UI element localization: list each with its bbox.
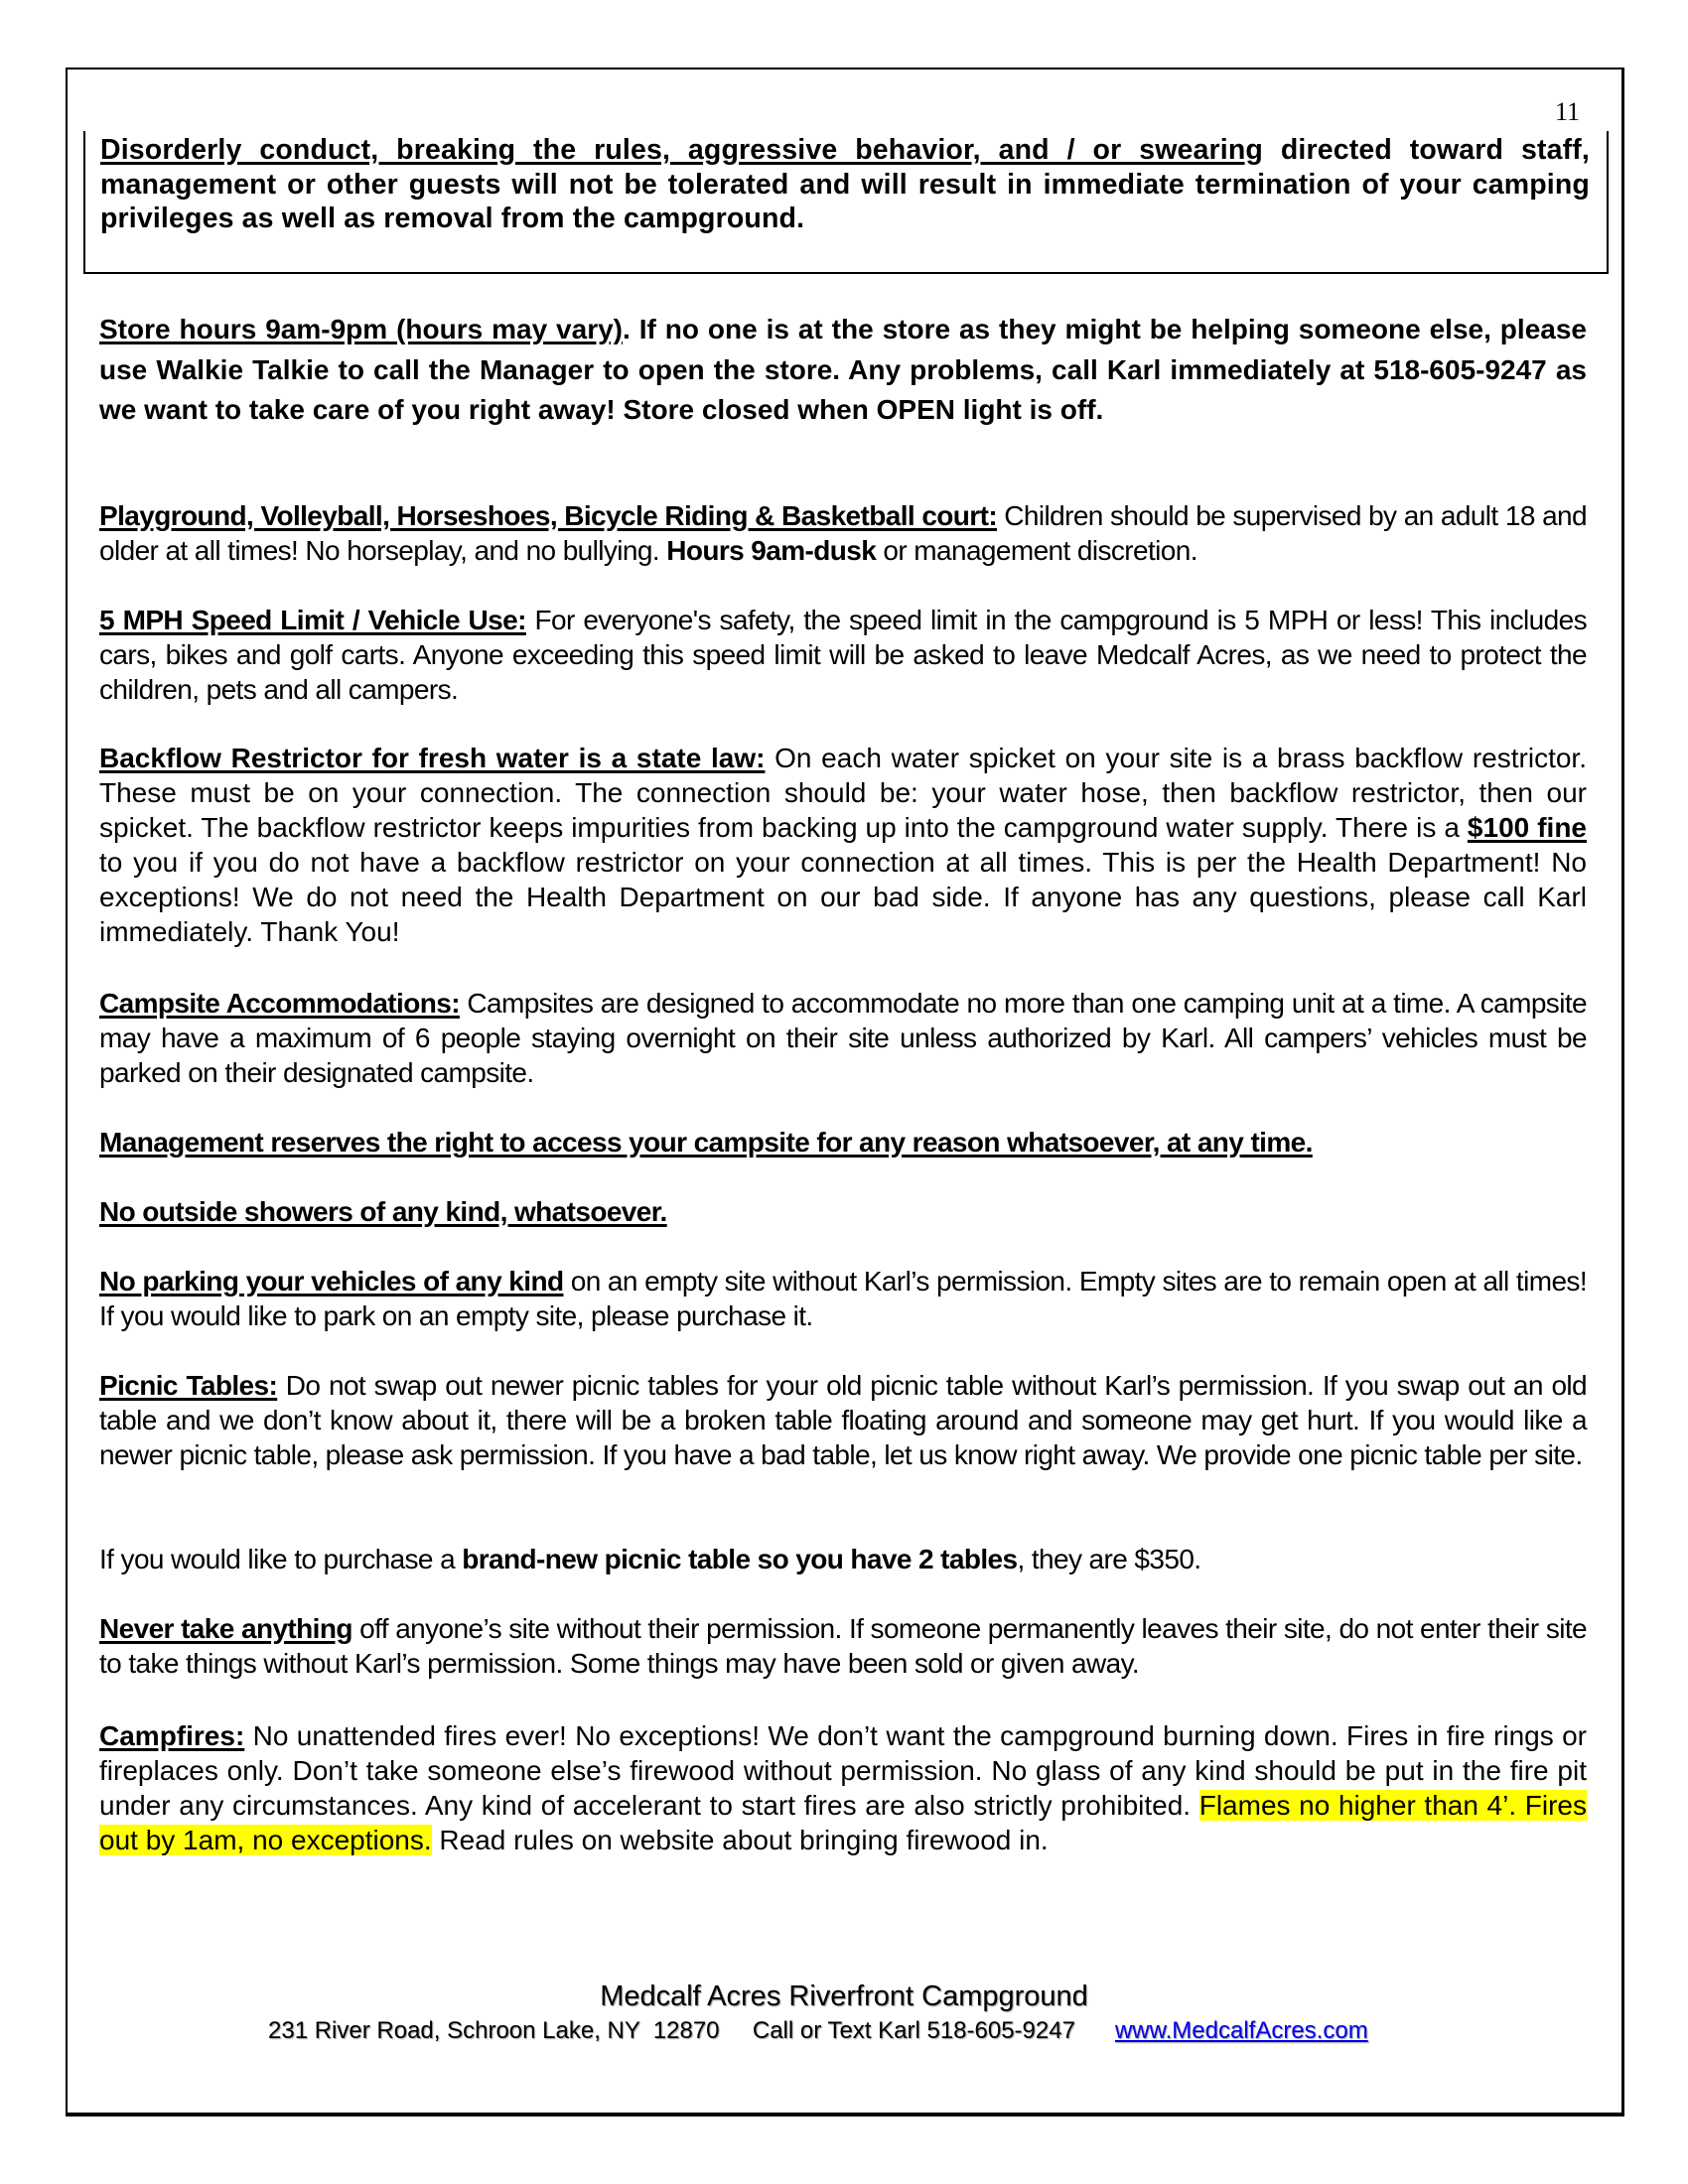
management-heading: Management reserves the right to access your campsite for any reason whatsoever, at any time. — [99, 1127, 1313, 1158]
footer-address: 231 River Road, Schroon Lake, NY 12870 — [268, 2017, 720, 2044]
conduct-notice-text — [100, 133, 1590, 236]
page-number: 11 — [1555, 97, 1581, 126]
campfires-highlight: Flames no higher than 4’. Fires out by 1am, no exceptions. — [99, 1790, 1587, 1855]
never-take-paragraph — [99, 1611, 1587, 1681]
playground-hours: Hours 9am-dusk — [666, 535, 877, 566]
playground-text-b: or management discretion. — [876, 535, 1197, 566]
speed-limit-heading: 5 MPH Speed Limit / Vehicle Use: — [99, 605, 526, 635]
purchase-text-a: If you would like to purchase a — [99, 1544, 463, 1574]
management-paragraph — [99, 1125, 1587, 1160]
backflow-heading: Backflow Restrictor for fresh water is a state law: — [99, 743, 766, 773]
showers-heading: No outside showers of any kind, whatsoever. — [99, 1196, 667, 1227]
campsite-heading: Campsite Accommodations: — [99, 988, 460, 1019]
backflow-paragraph — [99, 741, 1587, 949]
conduct-notice-box — [83, 131, 1609, 274]
showers-paragraph — [99, 1194, 1587, 1229]
playground-heading: Playground, Volleyball, Horseshoes, Bicycle Riding & Basketball court: — [99, 500, 998, 531]
footer-phone: Call or Text Karl 518-605-9247 — [752, 2017, 1075, 2044]
backflow-text-b: to you if you do not have a backflow restrictor on your connection at all times. This is per the Health Department! No exceptions! We do not need the Health Department on our bad side. If anyone has any questions, please call Karl immediately. Thank You! — [99, 847, 1587, 947]
footer-campground-name: Medcalf Acres Riverfront Campground — [600, 1980, 1088, 2012]
picnic-heading: Picnic Tables: — [99, 1370, 278, 1401]
speed-limit-text: For everyone's safety, the speed limit in the campground is 5 MPH or less! This includes cars, bikes and golf carts. Anyone exceeding this speed limit will be asked to leave Medcalf Acres, as we need to protect the children, pets and all campers. — [99, 605, 1587, 705]
campfires-heading: Campfires: — [99, 1720, 245, 1751]
purchase-paragraph — [99, 1542, 1587, 1576]
footer-website-link[interactable]: www.MedcalfAcres.com — [1114, 2017, 1368, 2044]
parking-heading: No parking your vehicles of any kind — [99, 1266, 564, 1297]
backflow-text-a: On each water spicket on your site is a brass backflow restrictor. These must be on your connection. The connection should be: your water hose, then backflow restrictor, then our spicket. The backflow restrictor keeps impurities from backing up into the campground water supply. There is a — [99, 743, 1587, 843]
conduct-notice-heading: Disorderly conduct, breaking the rules, aggressive behavior, and / or swearing — [100, 134, 1263, 166]
never-take-heading: Never take anything — [99, 1613, 352, 1644]
speed-limit-paragraph — [99, 603, 1587, 707]
picnic-paragraph — [99, 1368, 1587, 1472]
campfires-paragraph — [99, 1718, 1587, 1857]
campsite-paragraph — [99, 986, 1587, 1090]
picnic-text: Do not swap out newer picnic tables for your old picnic table without Karl’s permission. If you swap out an old table and we don’t know about it, there will be a broken table floating around and someone may get hurt. If you would like a newer picnic table, please ask permission. If you have a bad table, let us know right away. We provide one picnic table per site. — [99, 1370, 1588, 1470]
purchase-bold: brand-new picnic table so you have 2 tables — [462, 1544, 1018, 1574]
playground-paragraph — [99, 498, 1587, 568]
purchase-text-b: , they are $350. — [1017, 1544, 1201, 1574]
conduct-notice-body: directed toward staff, management or other guests will not be tolerated and will result in immediate termination of your camping privileges as well as removal from the campground. — [100, 134, 1590, 234]
store-hours-heading: Store hours 9am-9pm (hours may vary) — [99, 314, 623, 344]
never-take-text: off anyone’s site without their permission. If someone permanently leaves their site, do not enter their site to take things without Karl’s permission. Some things may have been sold or given away. — [99, 1613, 1587, 1679]
playground-text-a: Children should be supervised by an adult 18 and older at all times! No horseplay, and no bullying. — [99, 500, 1587, 566]
store-hours-paragraph — [99, 310, 1587, 431]
campsite-text: Campsites are designed to accommodate no more than one camping unit at a time. A campsite may have a maximum of 6 people staying overnight on their site unless authorized by Karl. All campers’ vehicles must be parked on their designated campsite. — [99, 988, 1587, 1088]
parking-text: on an empty site without Karl’s permission. Empty sites are to remain open at all times! If you would like to park on an empty site, please purchase it. — [99, 1266, 1587, 1331]
footer-contact-line — [268, 2017, 1368, 2045]
backflow-fine: $100 fine — [1467, 812, 1587, 843]
parking-paragraph — [99, 1264, 1587, 1333]
store-hours-text: . If no one is at the store as they might be helping someone else, please use Walkie Talkie to call the Manager to open the store. Any problems, call Karl immediately at 518-605-9247 as we want to take care of you right away! Store closed when OPEN light is off. — [99, 314, 1587, 425]
campfires-text-b: Read rules on website about bringing firewood in. — [431, 1825, 1049, 1855]
campfires-text-a: No unattended fires ever! No exceptions! We don’t want the campground burning down. Fires in fire rings or fireplaces only. Don’t take someone else’s firewood without permission. No glass of any kind should be put in the fire pit under any circumstances. Any kind of accelerant to start fires are also strictly prohibited. — [99, 1720, 1587, 1821]
